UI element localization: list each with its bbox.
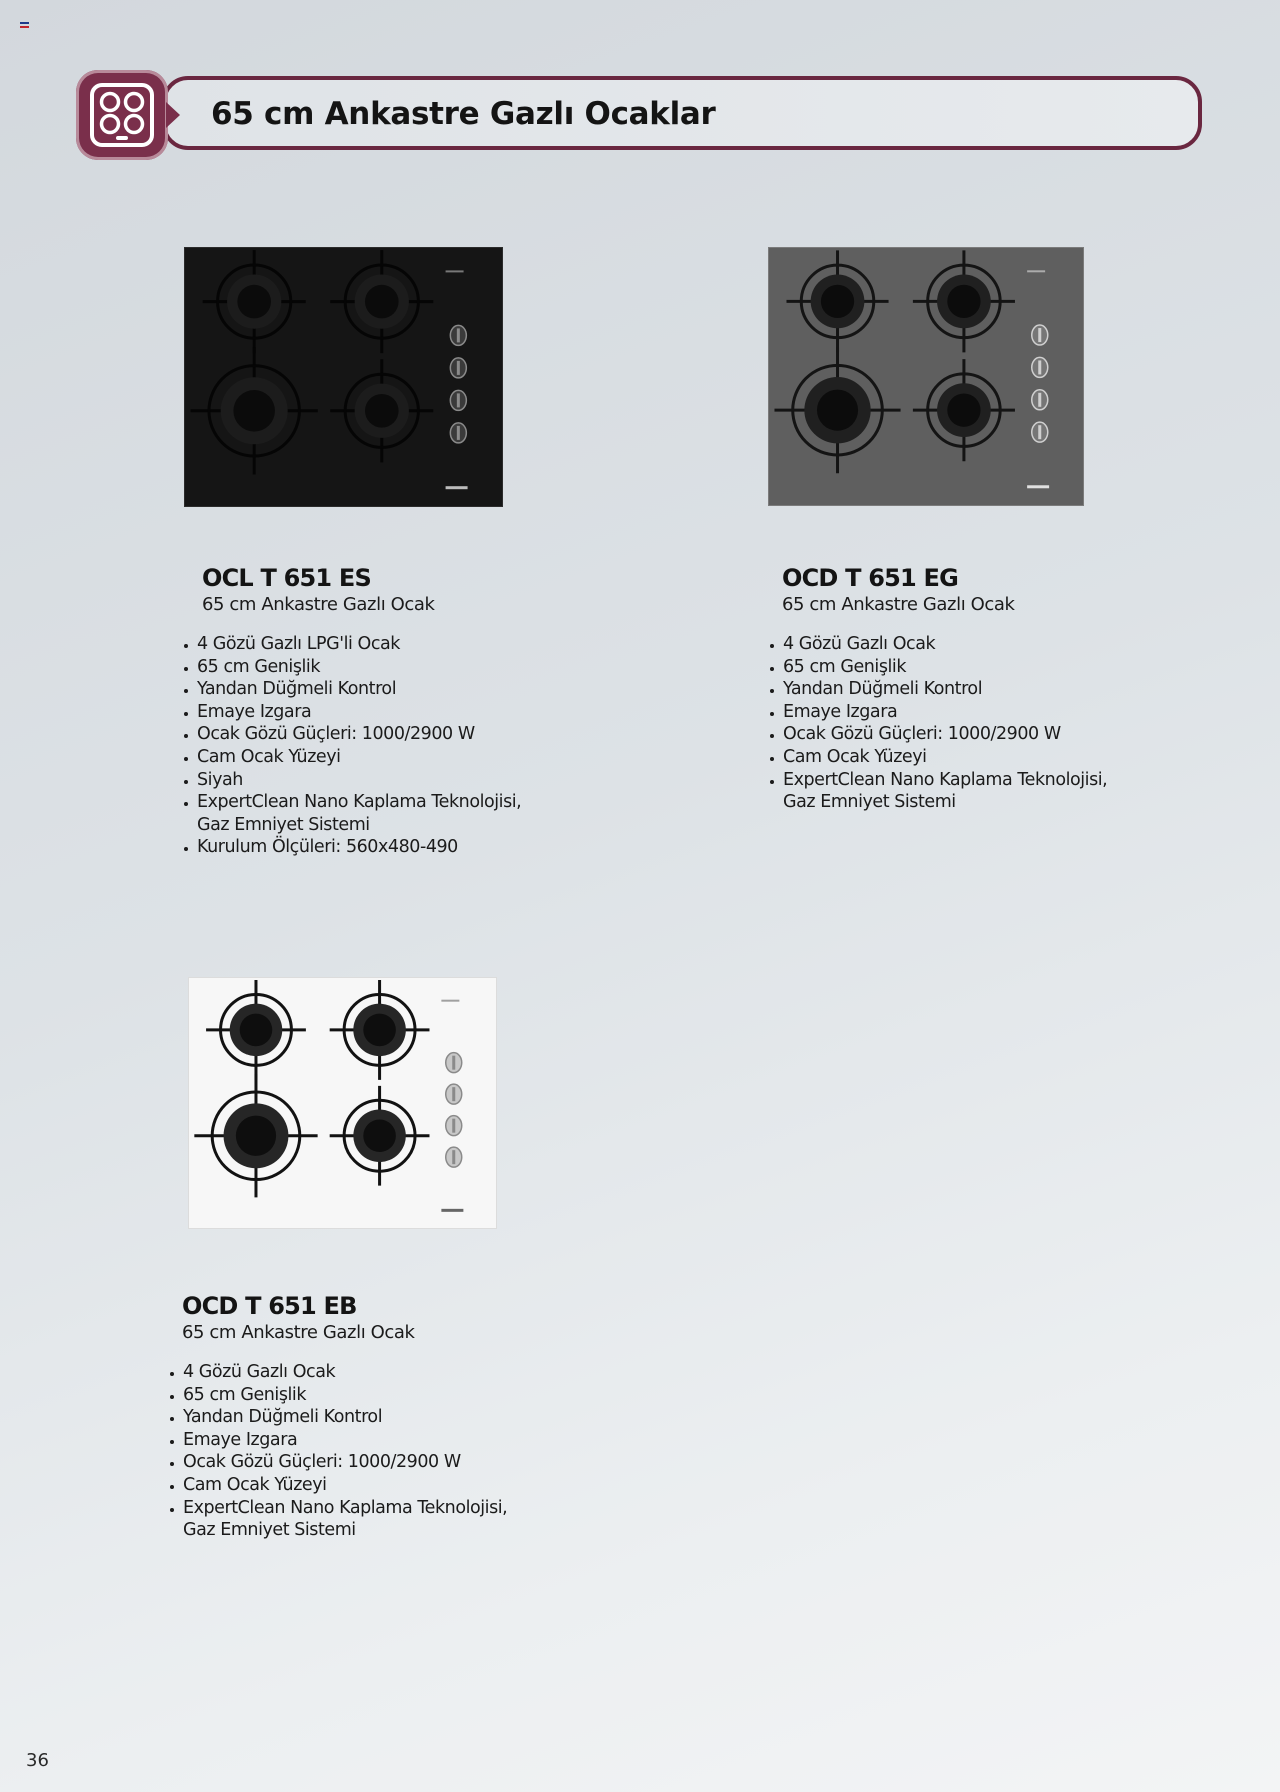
page-number: 36 [26,1750,49,1771]
corner-flag-mark [20,22,29,30]
control-knob-icon [450,390,466,410]
feature-item: 4 Gözü Gazlı Ocak [770,633,1107,656]
feature-item: 4 Gözü Gazlı LPG'li Ocak [184,633,521,656]
feature-item: 65 cm Genişlik [170,1384,507,1407]
feature-item: ExpertClean Nano Kaplama Teknolojisi, Gaz Emniyet Sistemi [170,1497,507,1542]
product-image-ocl-t-651-es [184,247,503,507]
page-title: 65 cm Ankastre Gazlı Ocaklar [211,96,716,132]
product-image-ocd-t-651-eb [188,977,497,1229]
control-knob-icon [450,358,466,378]
product-card-1 [184,563,521,859]
feature-item: Emaye Izgara [770,701,1107,724]
control-knob-icon [450,423,466,443]
product-model-name: OCL T 651 ES [202,564,371,592]
feature-item: Kurulum Ölçüleri: 560x480-490 [184,836,521,859]
product-model-name: OCD T 651 EB [182,1292,357,1320]
control-knob-icon [1032,357,1048,377]
feature-list [170,1361,507,1542]
product-subtitle: 65 cm Ankastre Gazlı Ocak [782,594,1015,615]
feature-item: Ocak Gözü Güçleri: 1000/2900 W [170,1451,507,1474]
product-model-name: OCD T 651 EG [782,564,958,592]
feature-item: Emaye Izgara [184,701,521,724]
product-card-3 [170,1291,507,1542]
cooktop-icon [89,82,155,148]
control-knob-icon [450,325,466,345]
control-knob-icon [446,1116,462,1136]
section-icon-badge [76,70,168,160]
feature-item: Cam Ocak Yüzeyi [184,746,521,769]
feature-item: ExpertClean Nano Kaplama Teknolojisi, Gaz Emniyet Sistemi [770,769,1107,814]
control-knob-icon [1032,422,1048,442]
feature-item: ExpertClean Nano Kaplama Teknolojisi, Gaz Emniyet Sistemi [184,791,521,836]
feature-item: Cam Ocak Yüzeyi [170,1474,507,1497]
control-knob-icon [1032,325,1048,345]
feature-item: Yandan Düğmeli Kontrol [184,678,521,701]
brand-mark-icon [441,1209,463,1212]
product-card-2 [770,563,1107,814]
control-knob-icon [1032,390,1048,410]
brand-mark-icon [1027,485,1049,488]
feature-list [184,633,521,859]
product-subtitle: 65 cm Ankastre Gazlı Ocak [202,594,435,615]
section-icon-arrow [166,102,180,128]
feature-item: Ocak Gözü Güçleri: 1000/2900 W [184,723,521,746]
brand-mark-icon [446,486,468,489]
feature-item: 4 Gözü Gazlı Ocak [170,1361,507,1384]
control-knob-icon [446,1053,462,1073]
feature-item: 65 cm Genişlik [770,656,1107,679]
feature-item: Ocak Gözü Güçleri: 1000/2900 W [770,723,1107,746]
feature-item: Cam Ocak Yüzeyi [770,746,1107,769]
feature-item: Yandan Düğmeli Kontrol [170,1406,507,1429]
feature-item: Emaye Izgara [170,1429,507,1452]
product-subtitle: 65 cm Ankastre Gazlı Ocak [182,1322,415,1343]
control-knob-icon [446,1084,462,1104]
product-image-ocd-t-651-eg [768,247,1084,506]
feature-item: 65 cm Genişlik [184,656,521,679]
feature-item: Siyah [184,769,521,792]
control-knob-icon [446,1147,462,1167]
feature-list [770,633,1107,814]
feature-item: Yandan Düğmeli Kontrol [770,678,1107,701]
